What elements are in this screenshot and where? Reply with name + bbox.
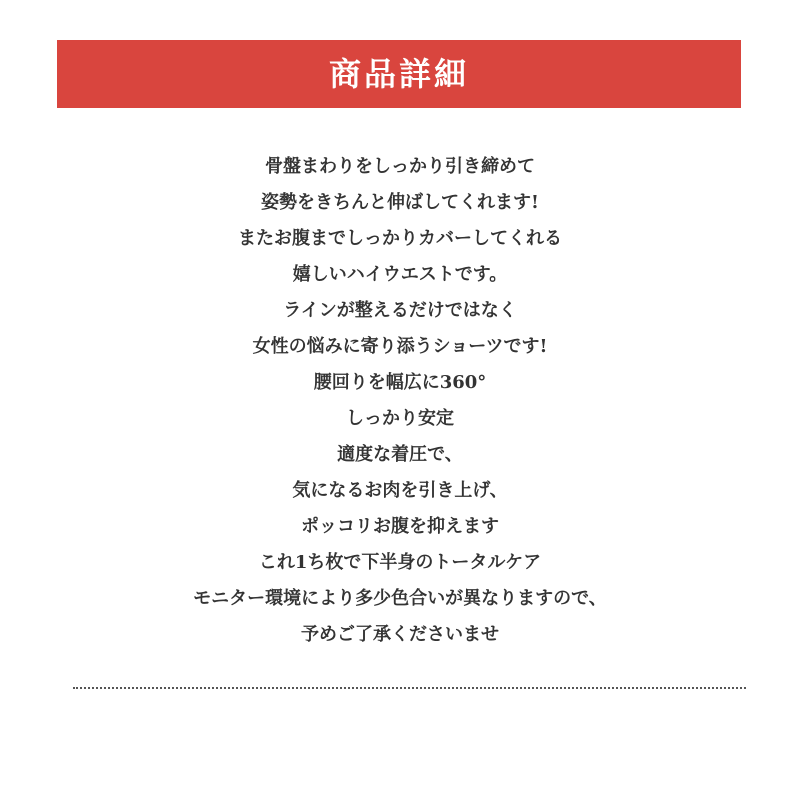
description-line: 適度な着圧で、 (337, 444, 463, 465)
product-description (0, 149, 800, 653)
description-line: 骨盤まわりをしっかり引き締めて (265, 156, 535, 177)
description-line: 姿勢をきちんと伸ばしてくれます! (261, 192, 539, 213)
description-line: またお腹までしっかりカバーしてくれる (238, 228, 562, 249)
description-line: 気になるお肉を引き上げ、 (292, 480, 508, 501)
description-line: ポッコリお腹を抑えます (301, 516, 499, 537)
description-line: これ1ち枚で下半身のトータルケア (258, 552, 542, 573)
section-title: 商品詳細 (328, 55, 469, 93)
description-line: 予めご了承くださいませ (301, 624, 499, 645)
description-line: モニター環境により多少色合いが異なりますので、 (193, 588, 607, 609)
description-line: 女性の悩みに寄り添うショーツです! (252, 336, 548, 357)
dotted-divider (73, 687, 746, 689)
section-header-banner (57, 40, 741, 108)
description-line: 嬉しいハイウエストです。 (292, 264, 508, 285)
description-line: ラインが整えるだけではなく (283, 300, 517, 321)
description-line: しっかり安定 (346, 408, 454, 429)
description-line: 腰回りを幅広に360° (313, 372, 487, 393)
